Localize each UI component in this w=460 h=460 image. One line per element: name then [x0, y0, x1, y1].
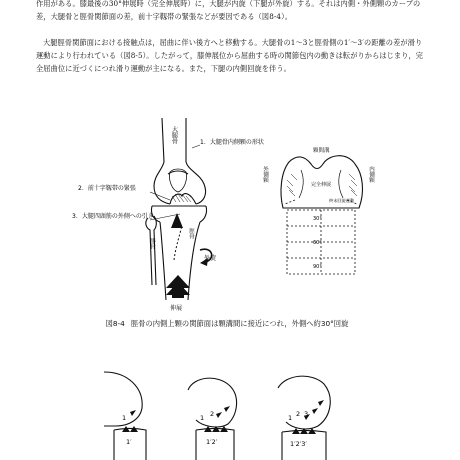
rolling-gliding-figure: [100, 368, 360, 460]
external-rotation-label: 外旋: [204, 255, 217, 262]
paragraph-2: [36, 36, 428, 76]
paragraph-2-text: 大腿脛骨関節面における接触点は，屈曲に伴い後方へと移動する。大腿骨の1～3と脛骨側の1′～3′の距離の差が滑り運動により行われている（図8-5）。したがって，膝伸展位から屈曲する時の関節包内の動きは転がりからはじまり，完全屈曲位に近づくにつれ滑り運動が主になる。また，下腿の内側回旋を伴う。: [36, 38, 424, 74]
panel-a-top-1: 1: [122, 414, 127, 422]
panel-b-bottom: 1′2′: [206, 438, 218, 446]
label-1: 1．大腿骨内側顆の形状: [200, 139, 264, 146]
panel-c-top-3: 3: [304, 410, 309, 418]
panel-b-top-2: 2: [210, 410, 215, 418]
medial-condyle-label: 内側顆: [368, 166, 374, 183]
fibula-label: 腓骨: [149, 238, 155, 249]
tibial-rotation-figure: [255, 140, 395, 290]
panel-c-top-2: 2: [296, 410, 301, 418]
deg60-label: 60°: [313, 240, 322, 246]
figure-caption: [0, 319, 460, 329]
knee-anterior-figure: [50, 110, 264, 315]
lateral-condyle-label: 外側顆: [262, 166, 268, 183]
panel-b-top-1: 1: [200, 414, 205, 422]
panel-c-bottom: 1′2′3′: [290, 440, 307, 448]
deg90-label: 90°: [313, 264, 322, 270]
figure-caption-text: 脛骨の内側上顆の関節面は顆溝間に接近につれ，外側へ約30°回旋: [130, 319, 349, 328]
full-extension-label: 完全伸展: [311, 182, 332, 188]
tibia-label: 脛骨: [188, 228, 194, 239]
extension-label: 伸展: [170, 305, 183, 312]
figure-number: 図8-4: [105, 319, 125, 328]
paragraph-1: 作用がある。膝最後の30°伸展時（完全伸展時）に，大腿が内旋（下腿が外旋）する。それは内側・外側顆のカーブの差，大腿骨と脛骨関節面の差，前十字靱帯の緊張などが要因である（図8-4）。: [36, 0, 421, 22]
final-rotation-label: 終末回旋運動: [329, 198, 355, 203]
intercondylar-label: 顆間溝: [313, 148, 330, 154]
label-3: 3．大腿四頭筋の外側への引き: [72, 213, 154, 220]
femur-label: 大腿骨: [170, 126, 178, 144]
label-2: 2．前十字靱帯の緊張: [78, 185, 136, 192]
panel-a-bottom: 1′: [126, 438, 132, 446]
deg30-label: 30°: [313, 216, 322, 222]
panel-c-top-1: 1: [288, 414, 293, 422]
